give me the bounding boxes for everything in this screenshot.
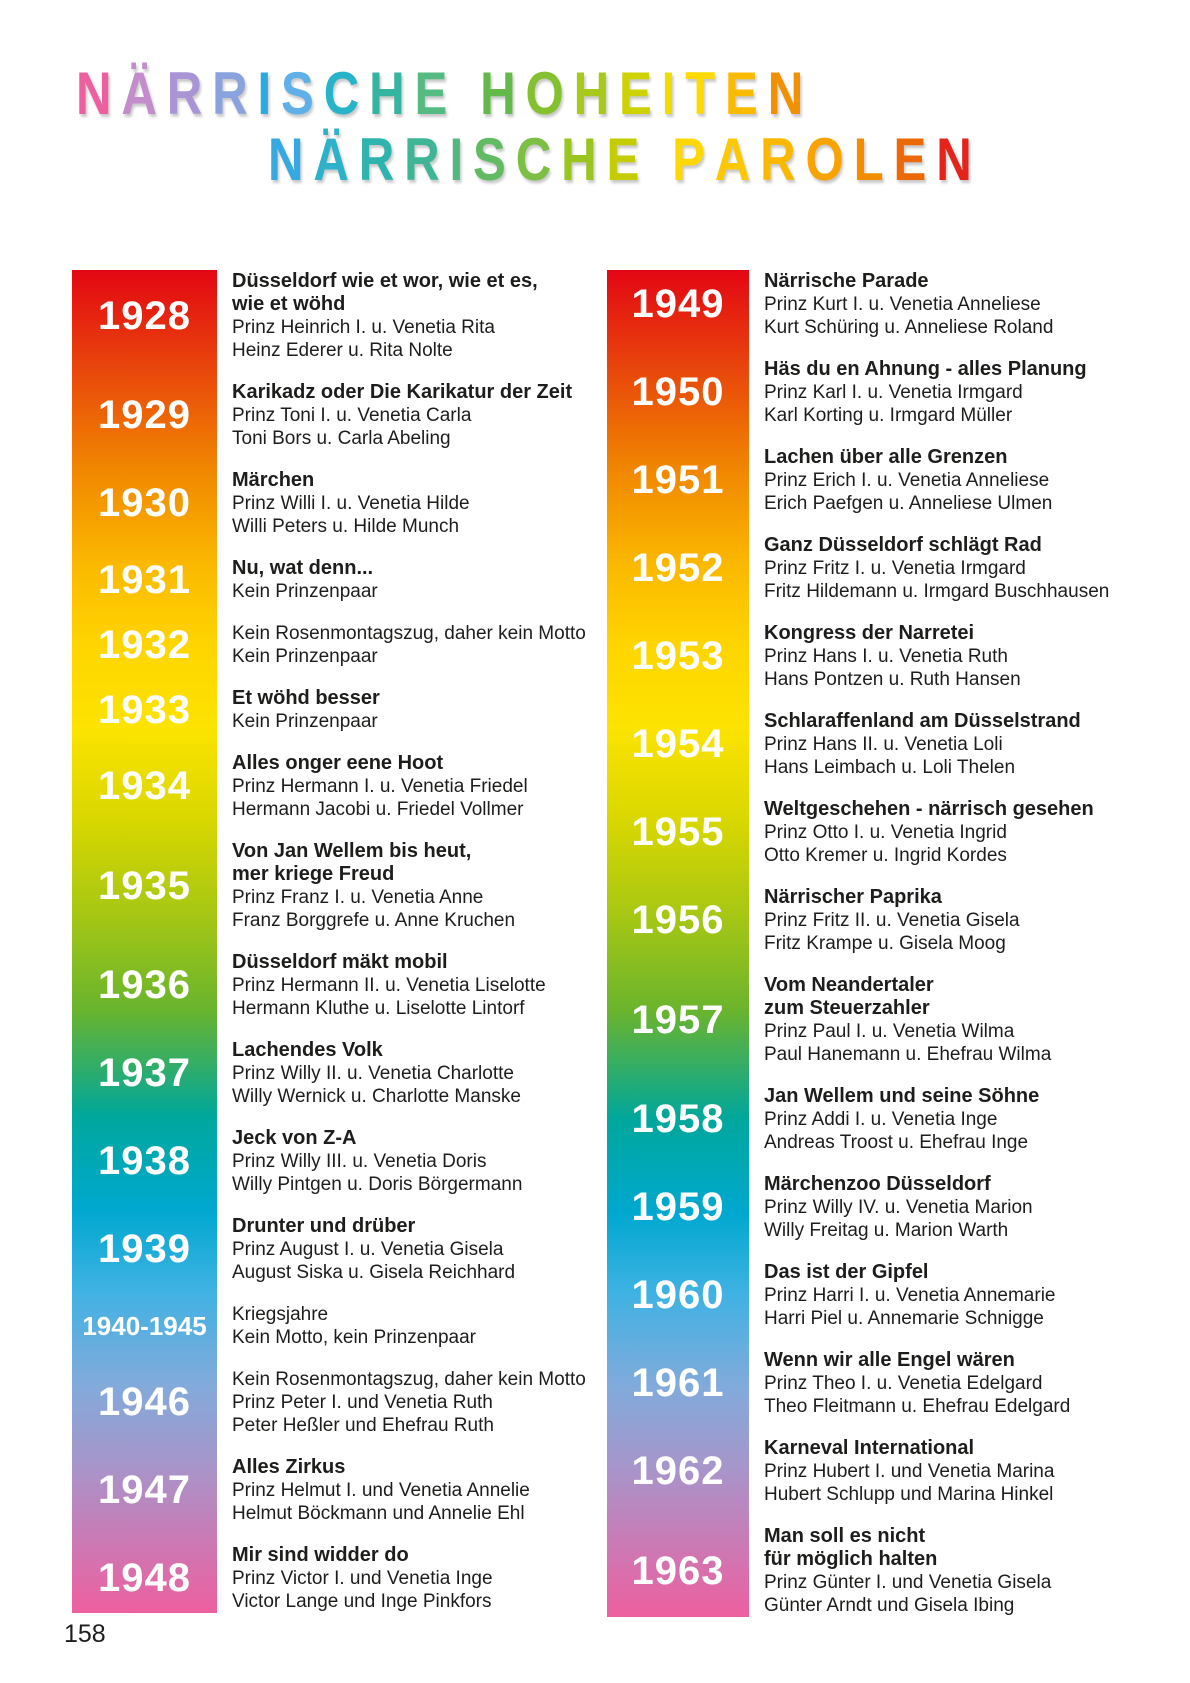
year-label: 1950 bbox=[631, 370, 725, 414]
detail-line: Kein Rosenmontagszug, daher kein Motto bbox=[232, 1369, 586, 1390]
entry-text bbox=[217, 752, 528, 821]
motto-line: Närrischer Paprika bbox=[764, 886, 942, 908]
detail-line: Kein Prinzenpaar bbox=[232, 646, 378, 667]
title-letter: H bbox=[561, 126, 597, 193]
motto-line: zum Steuerzahler bbox=[764, 997, 930, 1019]
detail-line: Kurt Schüring u. Anneliese Roland bbox=[764, 317, 1054, 338]
timeline-entry bbox=[72, 1544, 592, 1613]
detail-line: Prinz Kurt I. u. Venetia Anneliese bbox=[764, 294, 1041, 315]
motto-line: mer kriege Freud bbox=[232, 863, 395, 885]
detail-line: Heinz Ederer u. Rita Nolte bbox=[232, 340, 453, 361]
entry-text bbox=[749, 358, 1087, 427]
entry-text bbox=[217, 557, 378, 603]
year-label: 1957 bbox=[631, 997, 725, 1042]
timeline-entry bbox=[607, 886, 1167, 955]
year-label: 1949 bbox=[631, 282, 725, 326]
entry-text bbox=[217, 1303, 476, 1349]
timeline-entry bbox=[607, 710, 1167, 779]
detail-line: Peter Heßler und Ehefrau Ruth bbox=[232, 1415, 494, 1436]
motto-line: Häs du en Ahnung - alles Planung bbox=[764, 358, 1087, 380]
detail-line: Theo Fleitmann u. Ehefrau Edelgard bbox=[764, 1396, 1071, 1417]
year-label: 1953 bbox=[631, 634, 725, 678]
entry-text bbox=[217, 1039, 521, 1108]
timeline-entry bbox=[607, 622, 1167, 691]
entry-text bbox=[749, 622, 1021, 691]
year-label: 1933 bbox=[98, 687, 191, 732]
title-letter: S bbox=[281, 60, 314, 127]
motto-line: Märchen bbox=[232, 469, 315, 491]
motto-line: für möglich halten bbox=[764, 1548, 938, 1570]
motto-line: Et wöhd besser bbox=[232, 687, 380, 709]
motto-line: Düsseldorf wie et wor, wie et es, bbox=[232, 270, 538, 292]
title-letter: P bbox=[672, 126, 705, 193]
title-letter: R bbox=[212, 60, 248, 127]
entry-text bbox=[749, 1261, 1055, 1330]
year-label: 1940-1945 bbox=[82, 1310, 207, 1341]
timeline-entry bbox=[607, 358, 1167, 427]
timeline-entry bbox=[72, 1215, 592, 1284]
entry-text bbox=[217, 1215, 515, 1284]
detail-line: Prinz Hans I. u. Venetia Ruth bbox=[764, 646, 1008, 667]
timeline-entry bbox=[72, 840, 592, 932]
year-label: 1963 bbox=[631, 1548, 725, 1593]
detail-line: Erich Paefgen u. Anneliese Ulmen bbox=[764, 493, 1053, 514]
timeline-column-left bbox=[72, 270, 592, 1613]
detail-line: Prinz Fritz II. u. Venetia Gisela bbox=[764, 910, 1020, 931]
year-label: 1938 bbox=[98, 1139, 191, 1183]
timeline-entry bbox=[72, 951, 592, 1020]
title-letter: I bbox=[661, 60, 676, 127]
detail-line: Karl Korting u. Irmgard Müller bbox=[764, 405, 1013, 426]
detail-line: Willy Wernick u. Charlotte Manske bbox=[232, 1086, 521, 1107]
year-label: 1960 bbox=[631, 1273, 725, 1317]
title-letter: R bbox=[166, 60, 203, 127]
detail-line: Prinz Hermann I. u. Venetia Friedel bbox=[232, 776, 528, 797]
title-letter: C bbox=[515, 126, 552, 193]
timeline-entry bbox=[607, 1349, 1167, 1418]
detail-line: Kein Motto, kein Prinzenpaar bbox=[232, 1327, 476, 1348]
year-label: 1929 bbox=[98, 393, 191, 437]
entry-text bbox=[749, 886, 1020, 955]
year-label: 1954 bbox=[631, 722, 725, 766]
entry-text bbox=[217, 1127, 522, 1196]
motto-line: Kongress der Narretei bbox=[764, 622, 975, 644]
title-letter: Ä bbox=[313, 126, 349, 193]
detail-line: Prinz Willy III. u. Venetia Doris bbox=[232, 1151, 487, 1172]
timeline-entry bbox=[72, 1303, 592, 1349]
year-label: 1935 bbox=[98, 863, 191, 908]
motto-line: Lachen über alle Grenzen bbox=[764, 446, 1008, 468]
year-label: 1958 bbox=[631, 1097, 725, 1141]
year-label: 1962 bbox=[631, 1449, 725, 1493]
detail-line: Hans Leimbach u. Loli Thelen bbox=[764, 757, 1016, 778]
motto-line: Von Jan Wellem bis heut, bbox=[232, 840, 472, 862]
timeline-entry bbox=[607, 1173, 1167, 1242]
year-label: 1928 bbox=[98, 293, 191, 338]
detail-line: Victor Lange und Inge Pinkfors bbox=[232, 1591, 492, 1612]
detail-line: Prinz Karl I. u. Venetia Irmgard bbox=[764, 382, 1023, 403]
timeline-entry bbox=[72, 1368, 592, 1437]
timeline-entry bbox=[607, 1261, 1167, 1330]
title-letter: L bbox=[853, 126, 884, 193]
title-letter: I bbox=[257, 60, 272, 127]
entry-text bbox=[217, 469, 470, 538]
detail-line: Prinz Heinrich I. u. Venetia Rita bbox=[232, 317, 495, 338]
motto-line: Das ist der Gipfel bbox=[764, 1261, 929, 1283]
timeline-entry bbox=[72, 752, 592, 821]
entry-text bbox=[749, 446, 1052, 515]
entry-text bbox=[749, 1349, 1070, 1418]
motto-line: Wenn wir alle Engel wären bbox=[764, 1349, 1015, 1371]
title-letter: H bbox=[480, 60, 516, 127]
title-letter: R bbox=[760, 126, 796, 193]
title-letter: R bbox=[404, 126, 440, 193]
detail-line: Franz Borggrefe u. Anne Kruchen bbox=[232, 910, 516, 931]
title-line-hoheiten bbox=[76, 60, 813, 127]
timeline-column-right bbox=[607, 270, 1167, 1617]
detail-line: Willy Freitag u. Marion Warth bbox=[764, 1220, 1009, 1241]
title-letter: N bbox=[76, 60, 112, 127]
entry-text bbox=[217, 622, 586, 668]
year-label: 1936 bbox=[98, 963, 191, 1007]
motto-line: Alles onger eene Hoot bbox=[232, 752, 444, 774]
timeline-entry bbox=[607, 1525, 1167, 1617]
timeline-entry bbox=[607, 974, 1167, 1066]
motto-line: Alles Zirkus bbox=[232, 1456, 346, 1478]
motto-line: Vom Neandertaler bbox=[764, 974, 934, 996]
title-letter: A bbox=[714, 126, 751, 193]
timeline-entry bbox=[72, 1039, 592, 1108]
detail-line: Prinz Erich I. u. Venetia Anneliese bbox=[764, 470, 1050, 491]
motto-line: Jeck von Z-A bbox=[232, 1127, 357, 1149]
detail-line: Harri Piel u. Annemarie Schnigge bbox=[764, 1308, 1044, 1329]
detail-line: Prinz Günter I. und Venetia Gisela bbox=[764, 1572, 1052, 1593]
detail-line: Fritz Krampe u. Gisela Moog bbox=[764, 933, 1006, 954]
timeline-entry bbox=[607, 534, 1167, 603]
detail-line: Prinz Otto I. u. Venetia Ingrid bbox=[764, 822, 1007, 843]
title-letter: S bbox=[473, 126, 506, 193]
motto-line: Närrische Parade bbox=[764, 270, 929, 292]
entry-text bbox=[749, 974, 1051, 1066]
detail-line: Helmut Böckmann und Annelie Ehl bbox=[232, 1503, 525, 1524]
motto-line: Drunter und drüber bbox=[232, 1215, 416, 1237]
entry-text bbox=[749, 1085, 1039, 1154]
detail-line: Kein Rosenmontagszug, daher kein Motto bbox=[232, 623, 586, 644]
motto-line: Düsseldorf mäkt mobil bbox=[232, 951, 448, 973]
title-letter: E bbox=[414, 60, 448, 127]
year-label: 1947 bbox=[98, 1468, 191, 1512]
motto-line: Lachendes Volk bbox=[232, 1039, 383, 1061]
title-letter: N bbox=[767, 60, 804, 127]
detail-line: August Siska u. Gisela Reichhard bbox=[232, 1262, 516, 1283]
motto-line: Karneval International bbox=[764, 1437, 975, 1459]
detail-line: Hubert Schlupp und Marina Hinkel bbox=[764, 1484, 1054, 1505]
year-label: 1939 bbox=[98, 1227, 191, 1271]
motto-line: Mir sind widder do bbox=[232, 1544, 409, 1566]
timeline-entry bbox=[607, 270, 1167, 339]
year-label: 1956 bbox=[631, 898, 725, 942]
timeline-entry bbox=[72, 622, 592, 668]
detail-line: Fritz Hildemann u. Irmgard Buschhausen bbox=[764, 581, 1110, 602]
entry-text bbox=[749, 1525, 1051, 1617]
title-letter: Ä bbox=[121, 60, 157, 127]
detail-line: Otto Kremer u. Ingrid Kordes bbox=[764, 845, 1007, 866]
motto-line: Ganz Düsseldorf schlägt Rad bbox=[764, 534, 1042, 556]
title-letter: E bbox=[725, 60, 758, 127]
year-label: 1946 bbox=[98, 1380, 191, 1424]
detail-line: Günter Arndt und Gisela Ibing bbox=[764, 1595, 1015, 1616]
detail-line: Prinz Fritz I. u. Venetia Irmgard bbox=[764, 558, 1026, 579]
year-label: 1930 bbox=[98, 481, 191, 525]
timeline-entry bbox=[607, 446, 1167, 515]
entry-text bbox=[749, 1173, 1033, 1242]
title-letter: T bbox=[685, 60, 716, 127]
timeline-entry bbox=[72, 381, 592, 450]
title-letter: R bbox=[358, 126, 395, 193]
title-letter: C bbox=[323, 60, 360, 127]
year-label: 1951 bbox=[631, 458, 725, 502]
motto-line: Weltgeschehen - närrisch gesehen bbox=[764, 798, 1094, 820]
entry-text bbox=[217, 1456, 530, 1525]
motto-line: Man soll es nicht bbox=[764, 1525, 926, 1547]
entry-text bbox=[217, 840, 515, 932]
motto-line: Karikadz oder Die Karikatur der Zeit bbox=[232, 381, 573, 403]
year-label: 1961 bbox=[631, 1361, 725, 1405]
title-letter: E bbox=[618, 60, 652, 127]
title-line-parolen bbox=[268, 126, 982, 193]
entry-text bbox=[217, 951, 546, 1020]
title-letter: O bbox=[805, 126, 844, 193]
year-label: 1959 bbox=[631, 1185, 725, 1229]
detail-line: Prinz Harri I. u. Venetia Annemarie bbox=[764, 1285, 1056, 1306]
detail-line: Prinz Victor I. und Venetia Inge bbox=[232, 1568, 493, 1589]
detail-line: Prinz Theo I. u. Venetia Edelgard bbox=[764, 1373, 1043, 1394]
entry-text bbox=[217, 687, 380, 733]
title-letter: N bbox=[936, 126, 972, 193]
detail-line: Prinz Peter I. und Venetia Ruth bbox=[232, 1392, 493, 1413]
entry-text bbox=[749, 534, 1109, 603]
detail-line: Prinz Helmut I. und Venetia Annelie bbox=[232, 1480, 530, 1501]
year-label: 1931 bbox=[98, 557, 191, 602]
title-letter: O bbox=[525, 60, 564, 127]
motto-line: Schlaraffenland am Düsselstrand bbox=[764, 710, 1081, 732]
motto-line: Nu, wat denn... bbox=[232, 557, 374, 579]
timeline-entry bbox=[72, 687, 592, 733]
entry-text bbox=[217, 1368, 586, 1437]
timeline-entry bbox=[72, 1456, 592, 1525]
title-letter: N bbox=[268, 126, 304, 193]
detail-line: Prinz August I. u. Venetia Gisela bbox=[232, 1239, 504, 1260]
entry-text bbox=[217, 381, 572, 450]
title-letter: H bbox=[573, 60, 610, 127]
year-label: 1934 bbox=[98, 764, 191, 808]
title-letter: E bbox=[893, 126, 927, 193]
detail-line: Hans Pontzen u. Ruth Hansen bbox=[764, 669, 1021, 690]
motto-line: Jan Wellem und seine Söhne bbox=[764, 1085, 1040, 1107]
detail-line: Toni Bors u. Carla Abeling bbox=[232, 428, 451, 449]
detail-line: Paul Hanemann u. Ehefrau Wilma bbox=[764, 1044, 1052, 1065]
detail-line: Prinz Willy II. u. Venetia Charlotte bbox=[232, 1063, 514, 1084]
entry-text bbox=[217, 270, 538, 362]
detail-line: Prinz Toni I. u. Venetia Carla bbox=[232, 405, 472, 426]
timeline-entry bbox=[72, 557, 592, 603]
detail-line: Prinz Hermann II. u. Venetia Liselotte bbox=[232, 975, 546, 996]
timeline-entry bbox=[607, 1085, 1167, 1154]
detail-line: Prinz Paul I. u. Venetia Wilma bbox=[764, 1021, 1015, 1042]
detail-line: Kein Prinzenpaar bbox=[232, 711, 378, 732]
detail-line: Prinz Willy IV. u. Venetia Marion bbox=[764, 1197, 1033, 1218]
timeline-entry bbox=[607, 798, 1167, 867]
year-label: 1952 bbox=[631, 546, 725, 590]
motto-line: Märchenzoo Düsseldorf bbox=[764, 1173, 991, 1195]
detail-line: Prinz Willi I. u. Venetia Hilde bbox=[232, 493, 470, 514]
detail-line: Hermann Kluthe u. Liselotte Lintorf bbox=[232, 998, 525, 1019]
entry-text bbox=[749, 798, 1094, 867]
title-letter: H bbox=[369, 60, 405, 127]
detail-line: Prinz Addi I. u. Venetia Inge bbox=[764, 1109, 998, 1130]
motto-line: wie et wöhd bbox=[232, 293, 346, 315]
entry-text bbox=[749, 710, 1081, 779]
title-letter: E bbox=[606, 126, 640, 193]
detail-line: Prinz Franz I. u. Venetia Anne bbox=[232, 887, 484, 908]
detail-line: Prinz Hans II. u. Venetia Loli bbox=[764, 734, 1003, 755]
year-label: 1955 bbox=[631, 810, 725, 854]
entry-text bbox=[749, 270, 1053, 339]
detail-line: Willy Pintgen u. Doris Börgermann bbox=[232, 1174, 523, 1195]
detail-line: Prinz Hubert I. und Venetia Marina bbox=[764, 1461, 1055, 1482]
year-label: 1932 bbox=[98, 622, 191, 667]
entry-text bbox=[217, 1544, 493, 1613]
year-label: 1948 bbox=[98, 1556, 191, 1600]
entry-text bbox=[749, 1437, 1054, 1506]
detail-line: Hermann Jacobi u. Friedel Vollmer bbox=[232, 799, 524, 820]
timeline-entry bbox=[72, 270, 592, 362]
detail-line: Kriegsjahre bbox=[232, 1304, 329, 1325]
timeline-entry bbox=[72, 1127, 592, 1196]
detail-line: Andreas Troost u. Ehefrau Inge bbox=[764, 1132, 1029, 1153]
timeline-entry bbox=[72, 469, 592, 538]
timeline-entry bbox=[607, 1437, 1167, 1506]
detail-line: Willi Peters u. Hilde Munch bbox=[232, 516, 460, 537]
year-label: 1937 bbox=[98, 1051, 191, 1095]
page-number: 158 bbox=[64, 1620, 106, 1648]
title-letter: I bbox=[449, 126, 464, 193]
detail-line: Kein Prinzenpaar bbox=[232, 581, 378, 602]
